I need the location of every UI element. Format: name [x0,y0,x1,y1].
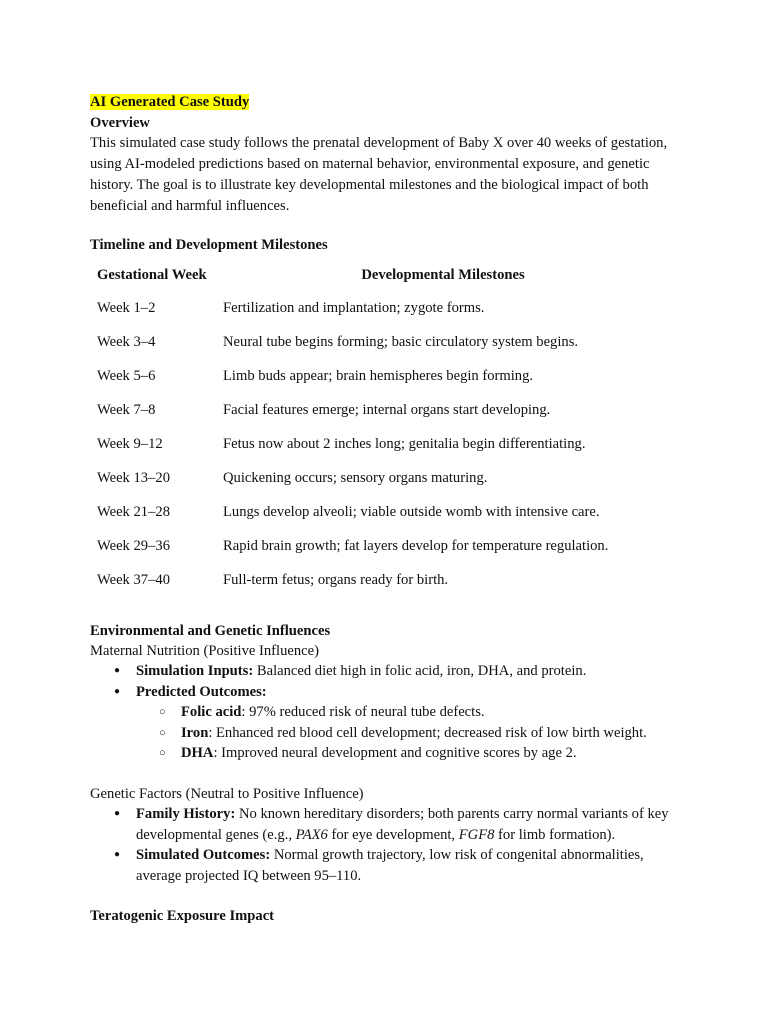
table-row [90,360,663,394]
case-study-tag [90,92,680,113]
list-item [90,661,680,682]
sublist-item [136,743,680,764]
milestone-cell: Facial features emerge; internal organs start developing. [223,402,551,418]
table-row [90,462,663,496]
milestones-table [90,260,663,598]
overview-paragraph: This simulated case study follows the prenatal development of Baby X over 40 weeks of gestation, using AI-modeled predictions based on maternal behavior, environmental exposure, and genetic history. The goal is to illustrate key developmental milestones and the biological impact of both beneficial and harmful influences. [90,134,668,214]
milestone-cell: Full-term fetus; organs ready for birth. [223,572,449,588]
list-item-label: Family History: [136,806,236,822]
column-header-week: Gestational Week [97,267,207,283]
sublist-item-label: Folic acid [181,704,242,720]
list-item-text: Normal growth trajectory, low risk of congenital abnormalities, average projected IQ between 95–110. [136,847,644,884]
week-cell: Week 9–12 [97,436,163,452]
milestone-cell: Neural tube begins forming; basic circulatory system begins. [223,334,579,350]
nutrition-list [90,661,680,764]
timeline-heading: Timeline and Development Milestones [90,236,328,253]
list-item-text: No known hereditary disorders; both parents carry normal variants of key developmental genes (e.g., [136,806,669,843]
week-cell: Week 5–6 [97,368,156,384]
teratogenic-heading: Teratogenic Exposure Impact [90,908,275,924]
table-row [90,530,663,564]
milestone-cell: Fetus now about 2 inches long; genitalia begin differentiating. [223,436,586,452]
milestone-cell: Lungs develop alveoli; viable outside womb with intensive care. [223,504,600,520]
week-cell: Week 29–36 [97,538,170,554]
list-item-text: Balanced diet high in folic acid, iron, DHA, and protein. [253,663,587,679]
milestone-cell: Fertilization and implantation; zygote forms. [223,300,485,316]
sublist-item [136,723,680,744]
week-cell: Week 37–40 [97,572,170,588]
table-row [90,496,663,530]
sublist-item-label: Iron [181,724,209,741]
gene-name: FGF8 [458,826,495,843]
influences-heading: Environmental and Genetic Influences [90,622,331,639]
genetic-subheading: Genetic Factors (Neutral to Positive Influence) [90,785,364,802]
list-item-label: Simulated Outcomes: [136,847,271,863]
column-header-milestones: Developmental Milestones [361,267,525,283]
week-cell: Week 3–4 [97,334,156,350]
week-cell: Week 21–28 [97,504,170,520]
nutrition-subheading: Maternal Nutrition (Positive Influence) [90,642,319,659]
sublist-item [136,702,680,723]
outcomes-sublist [136,702,680,764]
table-header-row [90,260,663,292]
sublist-item-text: : Enhanced red blood cell development; decreased risk of low birth weight. [208,724,647,741]
milestone-cell: Quickening occurs; sensory organs maturing. [223,470,488,486]
list-item [90,682,680,764]
sublist-item-label: DHA [181,745,214,761]
table-row [90,292,663,326]
sublist-item-text: : Improved neural development and cognitive scores by age 2. [213,745,577,761]
list-item-text: for eye development, [327,826,459,843]
list-item-label: Predicted Outcomes: [136,683,267,700]
sublist-item-text: : 97% reduced risk of neural tube defects. [241,704,485,720]
milestone-cell: Rapid brain growth; fat layers develop for temperature regulation. [223,538,609,554]
document-page [90,92,680,926]
overview-heading: Overview [90,114,150,131]
list-item-label: Simulation Inputs: [136,663,254,679]
highlighted-title: AI Generated Case Study [90,94,250,110]
list-item [90,845,680,886]
table-row [90,564,663,598]
week-cell: Week 13–20 [97,470,170,486]
table-row [90,428,663,462]
list-item [90,804,680,845]
gene-name: PAX6 [295,826,328,843]
table-row [90,394,663,428]
genetic-list [90,804,680,886]
week-cell: Week 7–8 [97,402,156,418]
list-item-text: for limb formation). [494,826,616,843]
table-row [90,326,663,360]
week-cell: Week 1–2 [97,300,156,316]
milestone-cell: Limb buds appear; brain hemispheres begin forming. [223,368,534,384]
